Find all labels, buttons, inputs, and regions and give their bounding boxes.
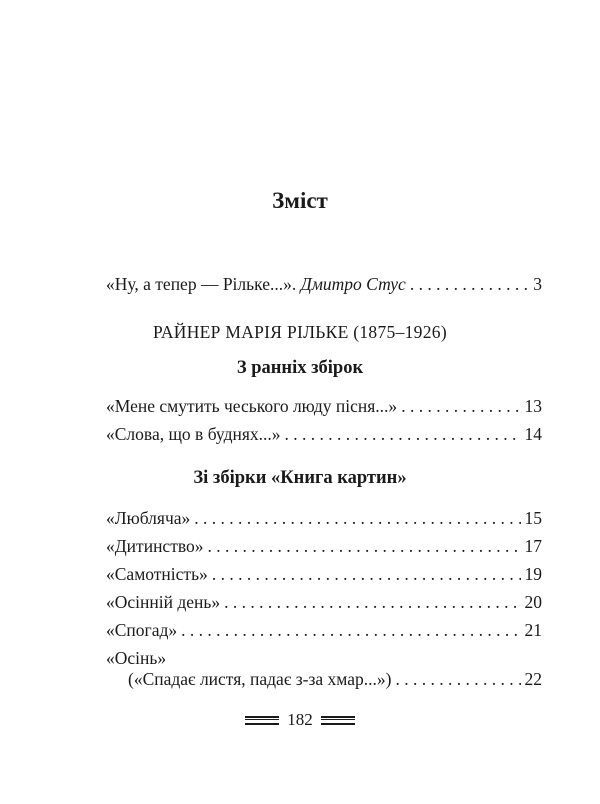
toc-page-number: 3 bbox=[533, 274, 542, 294]
toc-entry-text: «Дитинство» bbox=[106, 536, 204, 556]
section-heading: РАЙНЕР МАРІЯ РІЛЬКЕ (1875–1926) bbox=[153, 322, 447, 342]
dot-leader bbox=[285, 423, 521, 445]
toc-page-number: 13 bbox=[524, 396, 542, 416]
page-title: Зміст bbox=[272, 188, 328, 213]
dot-leader bbox=[194, 507, 520, 529]
dot-leader bbox=[208, 535, 521, 557]
toc-entry-text: («Спадає листя, падає з-за хмар...») bbox=[128, 669, 392, 689]
toc-entry bbox=[106, 507, 542, 529]
toc-entry bbox=[106, 591, 542, 613]
toc-entry-text: «Мене смутить чеського люду пісня...» bbox=[106, 396, 398, 416]
toc-entry-text: «Осінь» bbox=[106, 648, 167, 668]
toc-page-number: 15 bbox=[524, 508, 542, 528]
dot-leader bbox=[410, 273, 529, 295]
toc-entry bbox=[106, 619, 542, 641]
dot-leader bbox=[395, 668, 520, 690]
toc-page-number: 19 bbox=[524, 564, 542, 584]
page-number: 182 bbox=[287, 710, 313, 729]
toc-page-number: 21 bbox=[524, 620, 542, 640]
toc-entry-author: Дмитро Стус bbox=[300, 274, 406, 294]
group-heading-early: З ранніх збірок bbox=[236, 358, 364, 378]
toc-entry-text: «Слова, що в буднях...» bbox=[106, 424, 281, 444]
toc-entry-text: «Спогад» bbox=[106, 620, 178, 640]
toc-entry bbox=[106, 535, 542, 557]
toc-entry-text: «Любляча» bbox=[106, 508, 191, 528]
toc-page-number: 17 bbox=[524, 536, 542, 556]
dot-leader bbox=[401, 395, 520, 417]
toc-entry bbox=[106, 395, 542, 417]
toc-entry-text: «Осінній день» bbox=[106, 592, 221, 612]
dot-leader bbox=[181, 619, 520, 641]
ornament-rule-right bbox=[321, 716, 355, 725]
toc-page-number: 14 bbox=[524, 424, 542, 444]
toc-page-number: 20 bbox=[524, 592, 542, 612]
toc-entry bbox=[106, 423, 542, 445]
page-footer bbox=[0, 710, 600, 730]
toc-entry bbox=[128, 668, 542, 690]
ornament-rule-left bbox=[245, 716, 279, 725]
toc-entry-intro bbox=[106, 273, 542, 295]
toc-entry bbox=[106, 563, 542, 585]
toc-entry-text: «Самотність» bbox=[106, 564, 208, 584]
dot-leader bbox=[224, 591, 520, 613]
toc-entry-text: «Ну, а тепер — Рільке...». Дмитро Стус bbox=[106, 274, 406, 294]
group-heading-book-of-images: Зі збірки «Книга картин» bbox=[193, 468, 407, 488]
toc-page-number: 22 bbox=[524, 669, 542, 689]
dot-leader bbox=[212, 563, 521, 585]
